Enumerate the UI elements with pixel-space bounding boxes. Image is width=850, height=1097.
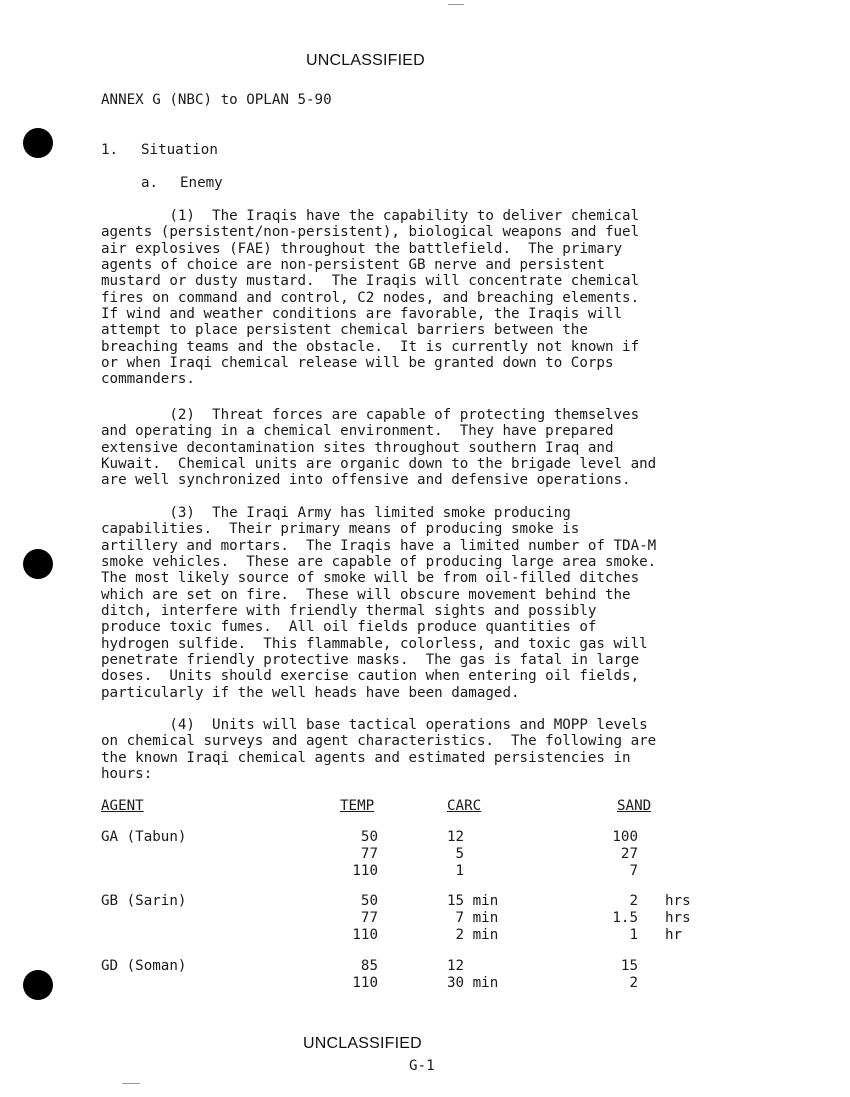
scan-mark-bottom <box>122 1083 140 1084</box>
temp-value: 77 <box>360 910 378 927</box>
paragraph-line: or when Iraqi chemical release will be granted down to Corps <box>101 355 614 372</box>
subsection-heading: Enemy <box>180 175 223 191</box>
carc-value: 30 min <box>447 974 499 991</box>
section-number: 1. <box>101 142 119 158</box>
carc-value: 15 min <box>447 893 499 910</box>
paragraph-line: If wind and weather conditions are favorable, the Iraqis will <box>101 306 623 323</box>
temp-value: 110 <box>352 974 378 991</box>
carc-value: 2 min <box>447 927 499 943</box>
section-heading: Situation <box>141 142 218 158</box>
page-number: G-1 <box>409 1058 435 1074</box>
paragraph-line: ditch, interfere with friendly thermal sights and possibly <box>101 603 597 620</box>
sand-value: 15 <box>620 957 638 974</box>
sand-value: 100 <box>612 829 638 845</box>
paragraph-line: Kuwait. Chemical units are organic down to the brigade level and <box>101 456 657 473</box>
paragraph-line: doses. Units should exercise caution when entering oil fields, <box>101 668 640 685</box>
paragraph-line: air explosives (FAE) throughout the battlefield. The primary <box>101 240 623 257</box>
sand-unit: hr <box>665 927 683 943</box>
paragraph-line: hours: <box>101 766 153 783</box>
sand-value: 27 <box>620 845 638 862</box>
temp-value: 50 <box>360 829 378 845</box>
subsection-letter: a. <box>141 175 159 191</box>
punch-hole-bottom <box>23 970 53 1000</box>
paragraph-line: attempt to place persistent chemical barriers between the <box>101 322 588 339</box>
punch-hole-middle <box>23 549 53 579</box>
paragraph-3 <box>101 505 751 701</box>
table-header-sand: SAND <box>617 798 652 814</box>
carc-value: 1 <box>447 862 465 879</box>
paragraph-2 <box>101 407 751 489</box>
paragraph-1 <box>101 208 751 388</box>
temp-value: 110 <box>352 862 378 879</box>
classification-footer: UNCLASSIFIED <box>303 1035 422 1052</box>
paragraph-line: agents of choice are non-persistent GB nerve and persistent <box>101 257 605 274</box>
paragraph-line: capabilities. Their primary means of producing smoke is <box>101 521 580 538</box>
carc-value: 5 <box>447 845 465 862</box>
paragraph-line: fires on command and control, C2 nodes, and breaching elements. <box>101 289 640 306</box>
paragraph-4 <box>101 717 751 782</box>
paragraph-line: mustard or dusty mustard. The Iraqis will concentrate chemical <box>101 273 640 290</box>
carc-value: 7 min <box>447 910 499 927</box>
table-header-agent: AGENT <box>101 798 144 814</box>
paragraph-line: on chemical surveys and agent characteristics. The following are <box>101 733 657 750</box>
paragraph-line: breaching teams and the obstacle. It is currently not known if <box>101 338 640 355</box>
agent-name: GB (Sarin) <box>101 893 187 910</box>
paragraph-line: and operating in a chemical environment. They have prepared <box>101 423 614 440</box>
punch-hole-top <box>23 128 53 158</box>
temp-value: 85 <box>360 957 378 974</box>
paragraph-line: agents (persistent/non-persistent), biological weapons and fuel <box>101 224 640 241</box>
agent-name: GD (Soman) <box>101 957 187 974</box>
paragraph-line: hydrogen sulfide. This flammable, colorless, and toxic gas will <box>101 635 648 652</box>
paragraph-line: (1) The Iraqis have the capability to deliver chemical <box>101 208 640 224</box>
sand-value: 2 <box>629 974 638 991</box>
sand-value: 2 <box>629 893 638 910</box>
classification-header: UNCLASSIFIED <box>306 52 425 69</box>
paragraph-line: extensive decontamination sites throughout southern Iraq and <box>101 439 614 456</box>
sand-unit: hrs <box>665 910 691 927</box>
paragraph-line: commanders. <box>101 371 195 388</box>
document-title: ANNEX G (NBC) to OPLAN 5-90 <box>101 92 332 108</box>
sand-value: 1.5 <box>612 910 638 927</box>
paragraph-line: which are set on fire. These will obscure movement behind the <box>101 586 631 603</box>
temp-value: 50 <box>360 893 378 910</box>
sand-unit: hrs <box>665 893 691 910</box>
scan-mark-top <box>448 4 464 5</box>
carc-value: 12 <box>447 957 465 974</box>
paragraph-line: particularly if the well heads have been damaged. <box>101 684 520 701</box>
carc-value: 12 <box>447 829 465 845</box>
paragraph-line: the known Iraqi chemical agents and estimated persistencies in <box>101 749 631 766</box>
temp-value: 77 <box>360 845 378 862</box>
paragraph-line: artillery and mortars. The Iraqis have a limited number of TDA-M <box>101 537 657 554</box>
paragraph-line: (2) Threat forces are capable of protecting themselves <box>101 407 640 423</box>
paragraph-line: produce toxic fumes. All oil fields produce quantities of <box>101 619 597 636</box>
sand-value: 1 <box>629 927 638 943</box>
paragraph-line: smoke vehicles. These are capable of producing large area smoke. <box>101 554 657 571</box>
paragraph-line: (4) Units will base tactical operations and MOPP levels <box>101 717 648 733</box>
table-header-temp: TEMP <box>340 798 375 814</box>
temp-value: 110 <box>352 927 378 943</box>
paragraph-line: (3) The Iraqi Army has limited smoke producing <box>101 505 571 521</box>
paragraph-line: penetrate friendly protective masks. The gas is fatal in large <box>101 652 640 669</box>
agent-name: GA (Tabun) <box>101 829 187 845</box>
paragraph-line: are well synchronized into offensive and defensive operations. <box>101 472 631 489</box>
paragraph-line: The most likely source of smoke will be from oil-filled ditches <box>101 570 640 587</box>
table-header-carc: CARC <box>447 798 482 814</box>
sand-value: 7 <box>629 862 638 879</box>
